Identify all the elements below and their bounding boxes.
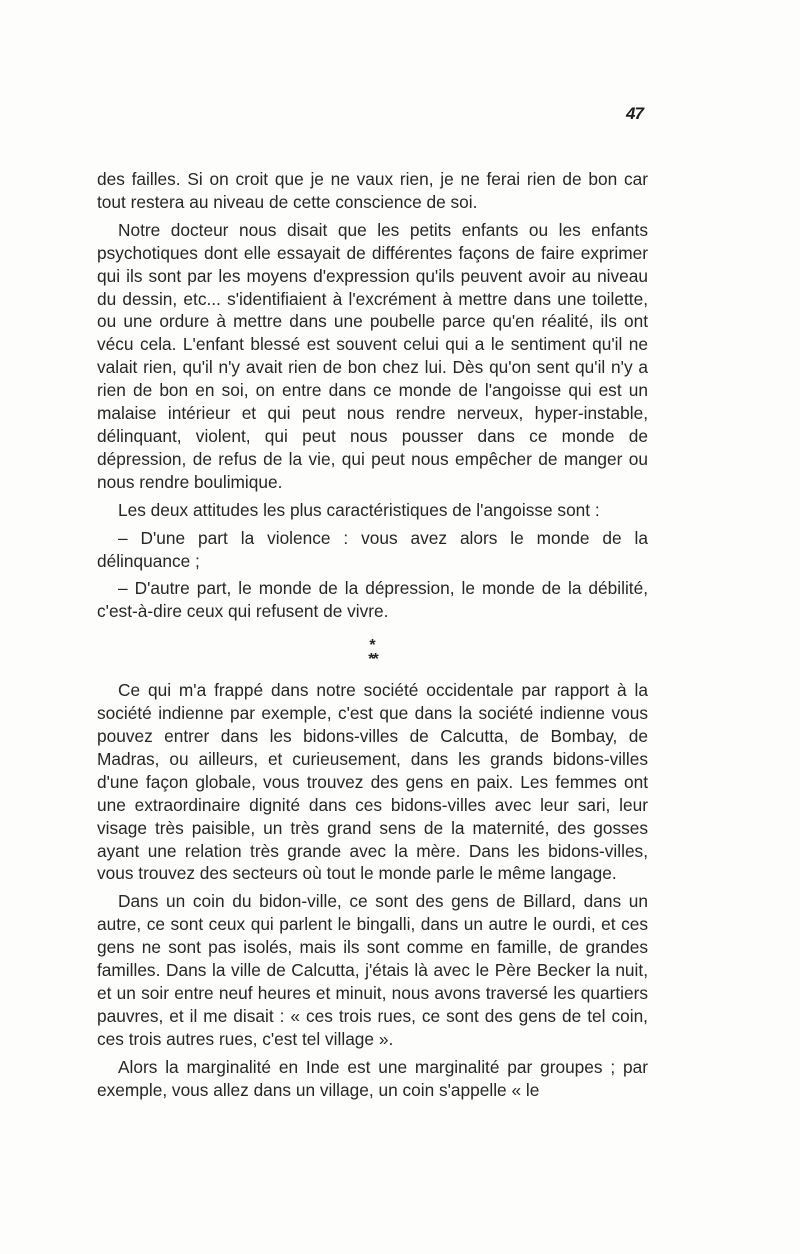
paragraph: Les deux attitudes les plus caractéristiques de l'angoisse sont : [118,499,600,520]
section-separator [97,639,648,667]
page-number: 47 [626,104,643,123]
paragraph: Notre docteur nous disait que les petits enfants ou les enfants psychotiques dont elle essayait de différentes façons de faire exprimer qui ils sont par les moyens d'expression qu'ils peuvent avoir au niveau du dessin, etc... s'identifiaient à l'excrément à mettre dans une toilette, ou une ordure à mettre dans une poubelle parce qu'en réalité, ils ont vécu cela. L'enfant blessé est souvent celui qui a le sentiment qu'il ne valait rien, qu'il n'y avait rien de bon chez lui. Dès qu'on sent qu'il n'y a rien de bon en soi, on entre dans ce monde de l'angoisse qui est un malaise intérieur et qui peut nous rendre nerveux, hyper-instable, délinquant, violent, qui peut nous pousser dans ce monde de dépression, de refus de la vie, qui peut nous empêcher de manger ou nous rendre boulimique. [97,219,648,492]
list-item: – D'une part la violence : vous avez alors le monde de la délinquance ; [97,527,648,571]
paragraph: des failles. Si on croit que je ne vaux rien, je ne ferai rien de bon car tout restera au niveau de cette conscience de soi. [97,169,648,212]
body-text [97,168,648,1107]
paragraph: Ce qui m'a frappé dans notre société occidentale par rapport à la société indienne par exemple, c'est que dans la société indienne vous pouvez entrer dans les bidons-villes de Calcutta, de Bombay, de Madras, ou ailleurs, et curieusement, dans les grands bidons-villes d'une façon globale, vous trouvez des gens en paix. Les femmes ont une extraordinaire dignité dans ces bidons-villes avec leur sari, leur visage très paisible, un très grand sens de la maternité, des gosses ayant une relation très grande avec la mère. Dans les bidons-villes, vous trouvez des secteurs où tout le monde parle le même langage. [97,680,648,884]
paragraph: Alors la marginalité en Inde est une marginalité par groupes ; par exemple, vous allez dans un village, un coin s'appelle « le [97,1056,648,1100]
list-item: – D'autre part, le monde de la dépression, le monde de la débilité, c'est-à-dire ceux qui refusent de vivre. [97,578,648,622]
paragraph: Dans un coin du bidon-ville, ce sont des gens de Billard, dans un autre, ce sont ceux qui parlent le bingalli, dans un autre le ourdi, et ces gens ne sont pas isolés, mais ils sont comme en famille, de grandes familles. Dans la ville de Calcutta, j'étais là avec le Père Becker la nuit, et un soir entre neuf heures et minuit, nous avons traversé les quartiers pauvres, et il me disait : « ces trois rues, ce sont des gens de tel coin, ces trois autres rues, c'est tel village ». [97,891,648,1049]
separator-star-top: * [369,637,376,655]
separator-star-bottom: ** [368,651,377,669]
